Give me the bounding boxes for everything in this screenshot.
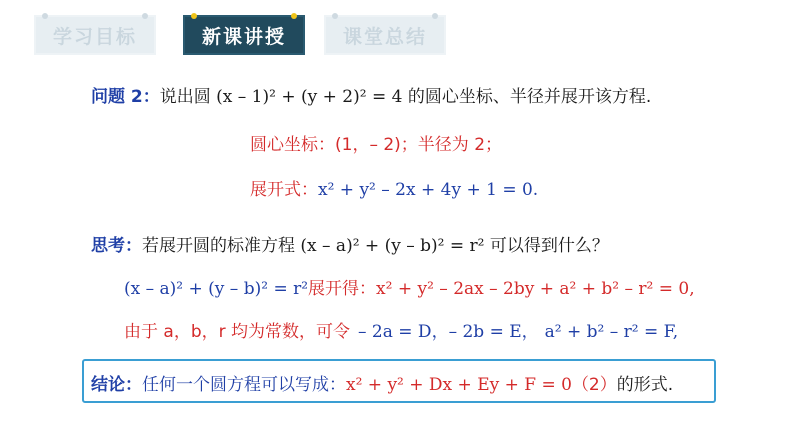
tab-learning-goals[interactable] [34, 15, 156, 55]
tab-pin-dot [332, 13, 338, 19]
think-line [91, 231, 609, 256]
think-equation: (x – a)² + (y – b)² = r² [300, 236, 485, 256]
question-text-b: 的圆心坐标、半径并展开该方程. [402, 87, 652, 107]
tab-label: 学习目标 [52, 25, 137, 48]
substitution-eq3: a² + b² – r² = F, [544, 322, 679, 342]
expand-line [250, 175, 538, 200]
tab-pin-dot [291, 13, 297, 19]
expansion-rhs: x² + y² – 2ax – 2by + a² + b² – r² = 0, [376, 279, 695, 299]
question-text-a: 说出圆 [159, 87, 217, 107]
question-equation: (x – 1)² + (y + 2)² = 4 [216, 87, 403, 107]
substitution-eq1: – 2a = D [358, 322, 432, 342]
tab-new-lesson[interactable] [183, 15, 305, 55]
question-line [91, 82, 651, 107]
center-radius-text: 圆心坐标：(1，– 2)；半径为 2； [250, 135, 503, 155]
tab-pin-dot [432, 13, 438, 19]
question-label: 问题 2： [91, 87, 160, 107]
expansion-line [124, 274, 695, 299]
expand-label: 展开式： [250, 180, 318, 200]
conclusion-label: 结论： [91, 375, 142, 395]
tab-label: 新课讲授 [201, 25, 286, 48]
expand-equation: x² + y² – 2x + 4y + 1 = 0. [318, 180, 539, 200]
conclusion-text-a: 任何一个圆方程可以写成： [142, 375, 346, 395]
conclusion-line [91, 370, 673, 395]
conclusion-tag: （2） [571, 375, 617, 395]
section-tabs [0, 0, 794, 66]
conclusion-text-b: 的形式. [616, 375, 674, 395]
center-radius-line [250, 130, 502, 155]
think-text-a: 若展开圆的标准方程 [142, 236, 301, 256]
tab-class-summary[interactable] [324, 15, 446, 55]
tab-pin-dot [191, 13, 197, 19]
substitution-line: 由于 a，b，r 均为常数，可令 – 2a = D，– 2b = E， a² + b² – r² = F, [124, 322, 679, 342]
substitution-eq2: – 2b = E [448, 322, 522, 342]
substitution-text-a: 由于 a，b，r 均为常数，可令 [124, 322, 351, 342]
expansion-middle: 展开得： [308, 279, 377, 299]
tab-pin-dot [142, 13, 148, 19]
tab-pin-dot [42, 13, 48, 19]
conclusion-equation: x² + y² + Dx + Ey + F = 0 [346, 375, 572, 395]
tab-label: 课堂总结 [342, 25, 427, 48]
expansion-lhs: (x – a)² + (y – b)² = r² [124, 279, 309, 299]
think-label: 思考： [91, 236, 142, 256]
think-text-b: 可以得到什么？ [484, 236, 609, 256]
